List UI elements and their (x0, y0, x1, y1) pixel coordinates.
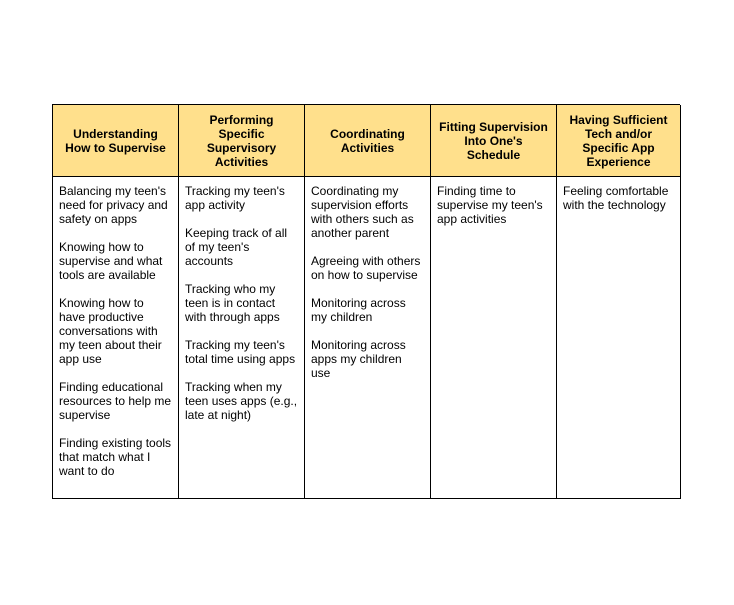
list-item: Balancing my teen's need for privacy and safety on apps (59, 184, 168, 226)
column-header-label: Having Sufficient Tech and/or Specific App Experience (569, 112, 668, 169)
list-item: Monitoring across apps my children use (311, 338, 406, 380)
list-item: Tracking who my teen is in contact with through apps (185, 282, 280, 324)
column-header-label: Performing Specific Supervisory Activities (206, 112, 277, 169)
column-body-experience (557, 177, 681, 499)
list-item: Keeping track of all of my teen's accounts (185, 226, 288, 268)
column-body-understanding (53, 177, 179, 499)
list-item: Tracking when my teen uses apps (e.g., late at night) (185, 380, 298, 422)
column-body-fitting (431, 177, 557, 499)
list-item: Monitoring across my children (311, 296, 406, 324)
list-item: Knowing how to supervise and what tools are available (59, 240, 163, 282)
column-header-understanding (53, 105, 179, 177)
column-header-label: Fitting Supervision Into One's Schedule (439, 119, 548, 162)
column-header-coordinating (305, 105, 431, 177)
column-header-label: Understanding How to Supervise (65, 126, 166, 155)
column-header-experience (557, 105, 681, 177)
challenges-table (52, 104, 680, 499)
list-item: Finding existing tools that match what I want to do (59, 436, 172, 478)
list-item: Finding educational resources to help me supervise (59, 380, 172, 422)
column-body-coordinating (305, 177, 431, 499)
list-item: Knowing how to have productive conversations with my teen about their app use (59, 296, 162, 366)
list-item: Finding time to supervise my teen's app activities (437, 184, 543, 226)
list-item: Tracking my teen's total time using apps (185, 338, 296, 366)
list-item: Agreeing with others on how to supervise (311, 254, 421, 282)
column-header-label: Coordinating Activities (330, 126, 405, 155)
list-item: Tracking my teen's app activity (185, 184, 285, 212)
list-item: Feeling comfortable with the technology (563, 184, 669, 212)
column-body-performing (179, 177, 305, 499)
column-header-fitting (431, 105, 557, 177)
column-header-performing (179, 105, 305, 177)
list-item: Coordinating my supervision efforts with others such as another parent (311, 184, 414, 240)
